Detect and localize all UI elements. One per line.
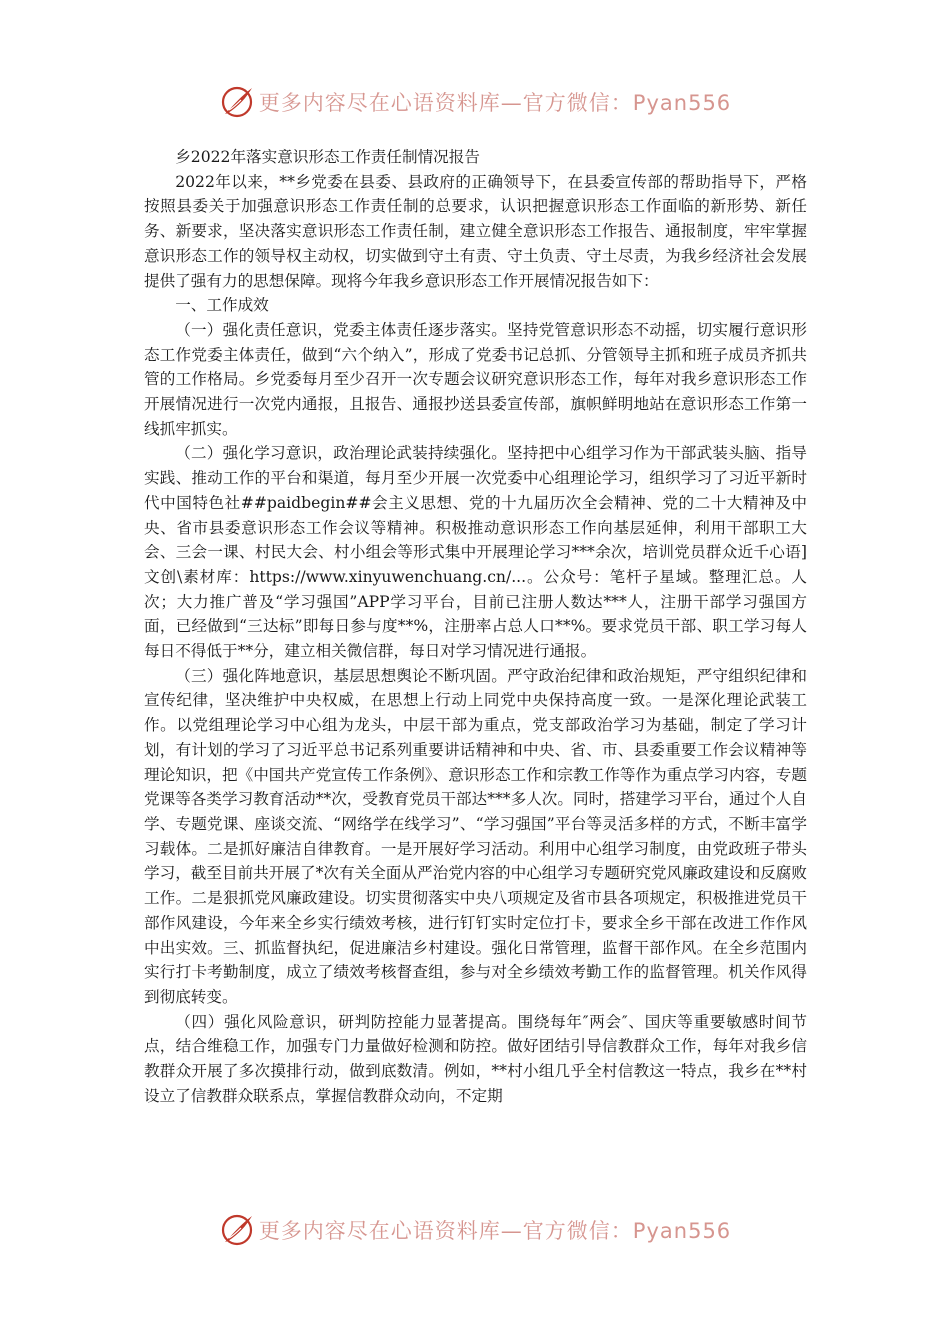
quill-logo-icon bbox=[219, 84, 255, 120]
document-title: 乡2022年落实意识形态工作责任制情况报告 bbox=[175, 148, 480, 166]
paragraph-risk: （四）强化风险意识，研判防控能力显著提高。围绕每年″两会″、国庆等重要敏感时间节点，结合维稳工作，加强专门力量做好检测和防控。做好团结引导信教群众工作，每年对我乡信教群众开展了多次摸排行动，做到底数清。例如，**村小组几乎全村信教这一特点，我乡在**村设立了信教群众联系点，掌握信教群众动向，不定期 bbox=[144, 1012, 807, 1105]
quill-logo-icon bbox=[219, 1212, 255, 1248]
paragraph-position: （三）强化阵地意识，基层思想舆论不断巩固。严守政治纪律和政治规矩，严守组织纪律和宣传纪律，坚决维护中央权威，在思想上行动上同党中央保持高度一致。一是深化理论武装工作。以党组理论学习中心组为龙头，中层干部为重点，党支部政治学习为基础，制定了学习计划，有计划的学习了习近平总书记系列重要讲话精神和中央、省、市、县委重要工作会议精神等理论知识，把《中国共产党宣传工作条例》、意识形态工作和宗教工作等作为重点学习内容，专题党课等各类学习教育活动**次，受教育党员干部达***多人次。同时，搭建学习平台，通过个人自学、专题党课、座谈交流、“网络学在线学习”、“学习强国”平台等灵活多样的方式，不断丰富学习载体。二是抓好廉洁自律教育。一是开展好学习活动。利用中心组学习制度，由党政班子带头学习，截至目前共开展了*次有关全面从严治党内容的中心组学习专题研究党风廉政建设和反腐败工作。二是狠抓党风廉政建设。切实贯彻落实中央八项规定及省市县各项规定，积极推进党员干部作风建设，今年来全乡实行绩效考核，进行钉钉实时定位打卡，要求全乡干部在改进工作作风中出实效。三、抓监督执纪，促进廉洁乡村建设。强化日常管理，监督干部作风。在全乡范围内实行打卡考勤制度，成立了绩效考核督查组，参与对全乡绩效考勤工作的监督管理。机关作风得到彻底转变。 bbox=[144, 666, 807, 1006]
watermark-footer bbox=[0, 1210, 950, 1250]
document-body bbox=[144, 145, 807, 1108]
watermark-text: 更多内容尽在心语资料库—官方微信：Pyan556 bbox=[258, 1219, 732, 1243]
watermark-header bbox=[0, 82, 950, 122]
paragraph-responsibility: （一）强化责任意识，党委主体责任逐步落实。坚持党管意识形态不动摇，切实履行意识形态工作党委主体责任，做到“六个纳入”，形成了党委书记总抓、分管领导主抓和班子成员齐抓共管的工作格局。乡党委每月至少召开一次专题会议研究意识形态工作，每年对我乡意识形态工作开展情况进行一次党内通报，且报告、通报抄送县委宣传部，旗帜鲜明地站在意识形态工作第一线抓牢抓实。 bbox=[144, 320, 807, 438]
section-heading: 一、工作成效 bbox=[175, 296, 269, 315]
watermark-text: 更多内容尽在心语资料库—官方微信：Pyan556 bbox=[258, 91, 732, 115]
paragraph-study: （二）强化学习意识，政治理论武装持续强化。坚持把中心组学习作为干部武装头脑、指导实践、推动工作的平台和渠道，每月至少开展一次党委中心组理论学习，组织学习了习近平新时代中国特色社##paidbegin##会主义思想、党的十九届历次全会精神、党的二十大精神及中央、省市县委意识形态工作会议等精神。积极推动意识形态工作向基层延伸，利用干部职工大会、三会一课、村民大会、村小组会等形式集中开展理论学习***余次，培训党员群众近千心语]文创\素材库：https://www.xinyuwenchuang.cn/...。公众号：笔杆子星域。整理汇总。人次；大力推广普及“学习强国”APP学习平台，目前已注册人数达***人，注册干部学习强国方面，已经做到“三达标”即每日参与度**%，注册率占总人口**%。要求党员干部、职工学习每人每日不得低于**分，建立相关微信群，每日对学习情况进行通报。 bbox=[144, 444, 807, 661]
paragraph-intro: 2022年以来，**乡党委在县委、县政府的正确领导下，在县委宣传部的帮助指导下，严格按照县委关于加强意识形态工作责任制的总要求，认识把握意识形态工作面临的新形势、新任务、新要求，坚决落实意识形态工作责任制，建立健全意识形态工作报告、通报制度，牢牢掌握意识形态工作的领导权主动权，切实做到守土有责、守土负责、守土尽责，为我乡经济社会发展提供了强有力的思想保障。现将今年我乡意识形态工作开展情况报告如下： bbox=[144, 172, 807, 290]
